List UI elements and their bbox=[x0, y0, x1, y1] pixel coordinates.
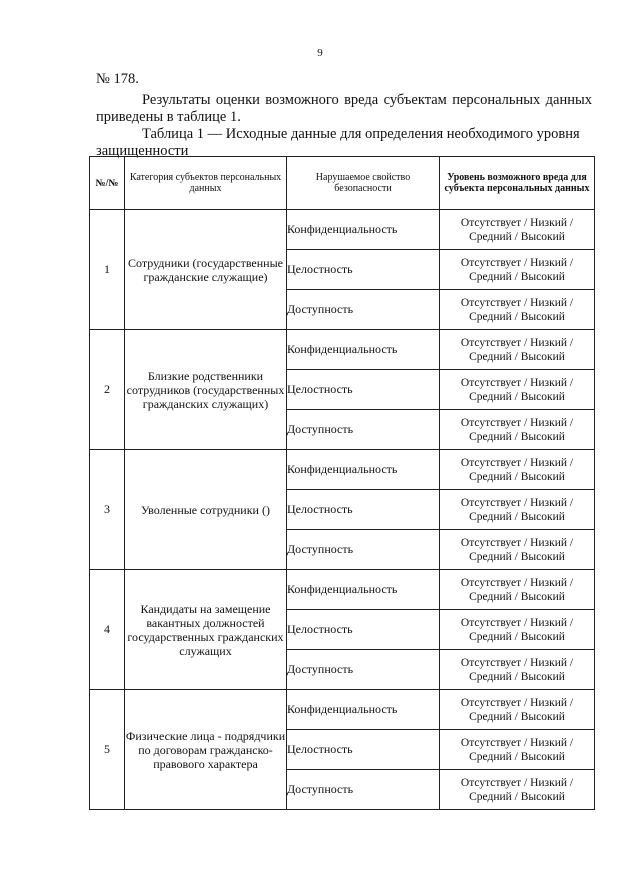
harm-level bbox=[440, 650, 595, 690]
table-body bbox=[90, 210, 595, 810]
harm-level bbox=[440, 570, 595, 610]
harm-assessment-table bbox=[89, 156, 595, 810]
harm-level bbox=[440, 490, 595, 530]
harm-level bbox=[440, 370, 595, 410]
harm-level-line-2: Средний / Высокий bbox=[469, 750, 565, 763]
harm-level-line-1: Отсутствует / Низкий / bbox=[460, 496, 574, 509]
harm-level-line-1: Отсутствует / Низкий / bbox=[460, 296, 574, 309]
intro-word: оценки bbox=[215, 92, 260, 108]
security-property: Доступность bbox=[287, 650, 440, 690]
harm-level-line-2: Средний / Высокий bbox=[469, 630, 565, 643]
security-property: Доступность bbox=[287, 530, 440, 570]
security-property: Конфиденциальность bbox=[287, 450, 440, 490]
harm-level bbox=[440, 330, 595, 370]
harm-level-line-2: Средний / Высокий bbox=[469, 550, 565, 563]
subject-category: Сотрудники (государственные гражданские служащие) bbox=[125, 210, 287, 330]
table-row bbox=[90, 330, 595, 370]
subject-category: Кандидаты на замещение вакантных должностей государственных гражданских служащих bbox=[125, 570, 287, 690]
security-property: Конфиденциальность bbox=[287, 330, 440, 370]
intro-word: данных bbox=[545, 92, 592, 108]
harm-level bbox=[440, 730, 595, 770]
subject-category: Физические лица - подрядчики по договорам гражданско-правового характера bbox=[125, 690, 287, 810]
harm-level bbox=[440, 410, 595, 450]
harm-level-line-1: Отсутствует / Низкий / bbox=[460, 696, 574, 709]
intro-word: персональных bbox=[452, 92, 541, 108]
harm-level bbox=[440, 770, 595, 810]
intro-line-1 bbox=[142, 92, 592, 108]
row-number: 2 bbox=[90, 330, 125, 450]
intro-line-2: приведены в таблице 1. bbox=[96, 109, 241, 125]
harm-level bbox=[440, 250, 595, 290]
harm-level-line-1: Отсутствует / Низкий / bbox=[460, 656, 574, 669]
security-property: Целостность bbox=[287, 730, 440, 770]
harm-level-line-2: Средний / Высокий bbox=[469, 310, 565, 323]
row-number: 1 bbox=[90, 210, 125, 330]
security-property: Целостность bbox=[287, 490, 440, 530]
harm-level-line-1: Отсутствует / Низкий / bbox=[460, 456, 574, 469]
table-caption-line-1: Таблица 1 — Исходные данные для определения необходимого уровня bbox=[142, 126, 580, 142]
table-row bbox=[90, 450, 595, 490]
intro-word: субъектам bbox=[383, 92, 447, 108]
harm-level-line-2: Средний / Высокий bbox=[469, 790, 565, 803]
harm-level bbox=[440, 210, 595, 250]
row-number: 4 bbox=[90, 570, 125, 690]
security-property: Конфиденциальность bbox=[287, 210, 440, 250]
harm-level-line-2: Средний / Высокий bbox=[469, 710, 565, 723]
harm-level-line-2: Средний / Высокий bbox=[469, 430, 565, 443]
security-property: Целостность bbox=[287, 370, 440, 410]
harm-level-line-2: Средний / Высокий bbox=[469, 470, 565, 483]
table-row bbox=[90, 570, 595, 610]
harm-level bbox=[440, 690, 595, 730]
subject-category: Уволенные сотрудники () bbox=[125, 450, 287, 570]
header-level: Уровень возможного вреда для субъекта персональных данных bbox=[440, 157, 595, 210]
harm-level-line-1: Отсутствует / Низкий / bbox=[460, 216, 574, 229]
security-property: Целостность bbox=[287, 610, 440, 650]
harm-level-line-2: Средний / Высокий bbox=[469, 390, 565, 403]
harm-level-line-2: Средний / Высокий bbox=[469, 510, 565, 523]
harm-level-line-2: Средний / Высокий bbox=[469, 590, 565, 603]
table-caption-line-2: защищенности bbox=[96, 143, 189, 159]
harm-level bbox=[440, 530, 595, 570]
header-property: Нарушаемое свойство безопасности bbox=[287, 157, 440, 210]
harm-level-line-1: Отсутствует / Низкий / bbox=[460, 736, 574, 749]
harm-level bbox=[440, 450, 595, 490]
harm-level-line-1: Отсутствует / Низкий / bbox=[460, 776, 574, 789]
harm-level-line-2: Средний / Высокий bbox=[469, 230, 565, 243]
harm-level-line-1: Отсутствует / Низкий / bbox=[460, 416, 574, 429]
row-number: 3 bbox=[90, 450, 125, 570]
header-num: №/№ bbox=[90, 157, 125, 210]
header-category: Категория субъектов персональных данных bbox=[125, 157, 287, 210]
harm-level-line-1: Отсутствует / Низкий / bbox=[460, 336, 574, 349]
row-number: 5 bbox=[90, 690, 125, 810]
harm-level-line-1: Отсутствует / Низкий / bbox=[460, 376, 574, 389]
harm-level bbox=[440, 610, 595, 650]
table-row bbox=[90, 690, 595, 730]
document-number: № 178. bbox=[96, 71, 139, 87]
table-header-row bbox=[90, 157, 595, 210]
harm-level-line-1: Отсутствует / Низкий / bbox=[460, 536, 574, 549]
security-property: Доступность bbox=[287, 290, 440, 330]
harm-level bbox=[440, 290, 595, 330]
intro-word: вреда bbox=[344, 92, 379, 108]
page-number: 9 bbox=[317, 47, 323, 59]
harm-level-line-1: Отсутствует / Низкий / bbox=[460, 256, 574, 269]
security-property: Доступность bbox=[287, 770, 440, 810]
security-property: Целостность bbox=[287, 250, 440, 290]
security-property: Конфиденциальность bbox=[287, 690, 440, 730]
harm-level-line-2: Средний / Высокий bbox=[469, 670, 565, 683]
harm-level-line-2: Средний / Высокий bbox=[469, 270, 565, 283]
harm-level-line-2: Средний / Высокий bbox=[469, 350, 565, 363]
table-row bbox=[90, 210, 595, 250]
intro-word: Результаты bbox=[142, 92, 211, 108]
security-property: Конфиденциальность bbox=[287, 570, 440, 610]
harm-level-line-1: Отсутствует / Низкий / bbox=[460, 616, 574, 629]
security-property: Доступность bbox=[287, 410, 440, 450]
harm-level-line-1: Отсутствует / Низкий / bbox=[460, 576, 574, 589]
subject-category: Близкие родственники сотрудников (государственных гражданских служащих) bbox=[125, 330, 287, 450]
intro-word: возможного bbox=[265, 92, 339, 108]
